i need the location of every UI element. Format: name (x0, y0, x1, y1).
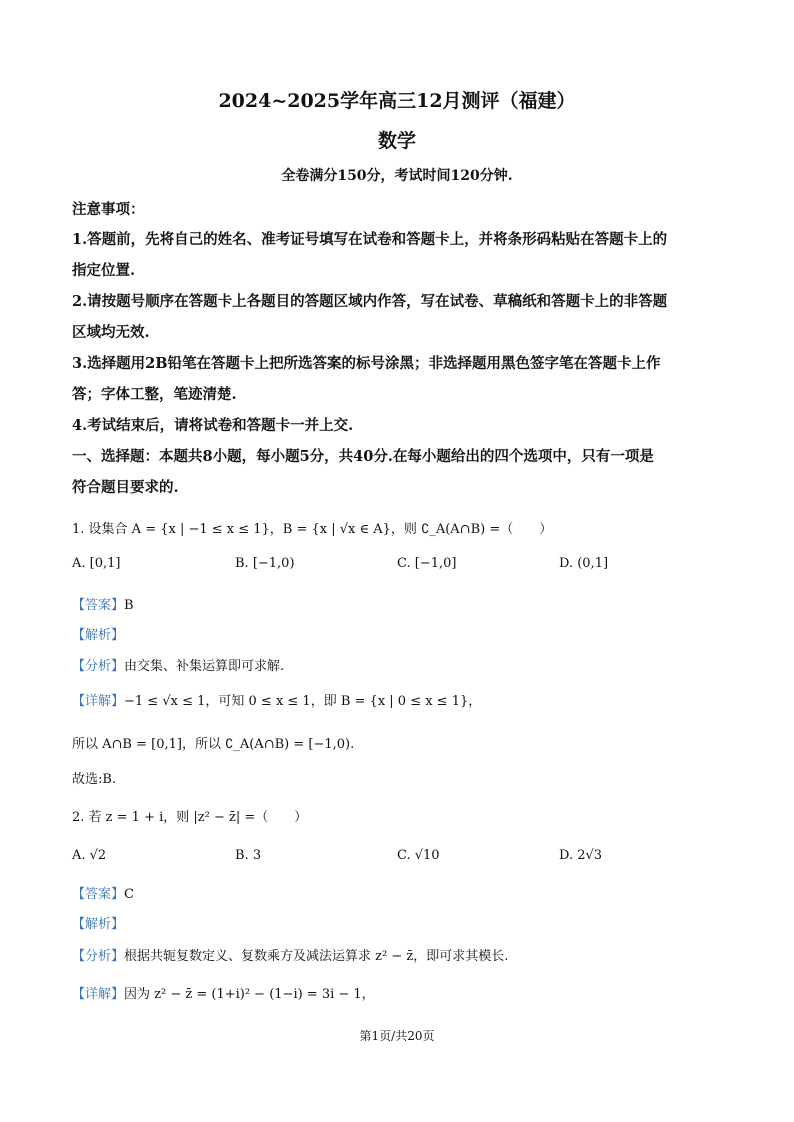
notice-line-2a: 2.请按题号顺序在答题卡上各题目的答题区域内作答，写在试卷、草稿纸和答题卡上的非答题 (72, 293, 668, 310)
exam-meta: 全卷满分150分，考试时间120分钟. (281, 168, 513, 184)
q2-option-b: B. 3 (235, 848, 262, 863)
q2-option-c: C. √10 (397, 848, 440, 863)
q1-analysis-heading (72, 624, 124, 643)
notice-line-2b: 区域均无效. (72, 324, 150, 341)
section-tag: 【解析】 (72, 917, 125, 932)
notice-heading: 注意事项： (72, 201, 145, 218)
notice-line-1b: 指定位置. (72, 262, 136, 279)
q1-choose: 故选:B. (72, 772, 117, 787)
q2-answer: 【答案】C (72, 887, 134, 902)
subject-title: 数学 (377, 130, 416, 152)
section-heading-line-1: 一、选择题：本题共8小题，每小题5分，共40分.在每小题给出的四个选项中，只有一项是 (72, 448, 654, 465)
notice-line-4: 4.考试结束后，请将试卷和答题卡一并上交. (72, 417, 354, 434)
q2-analysis-heading (72, 913, 124, 932)
q1-option-a: A. [0,1] (72, 556, 121, 571)
notice-line-3b: 答；字体工整，笔迹清楚. (72, 386, 237, 403)
q2-stem: 2. 若 z = 1 + i，则 |z² − z̄| =（ ） (72, 810, 308, 825)
section-tag: 【答案】 (72, 598, 125, 613)
page-footer: 第1页/共20页 (359, 1029, 435, 1043)
q2-fenxi: 【分析】根据共轭复数定义、复数乘方及减法运算求 z² − z̄，即可求其模长. (72, 949, 509, 964)
section-tag: 【详解】 (72, 987, 125, 1002)
q1-answer: 【答案】B (72, 598, 134, 613)
q1-detail-1: 【详解】−1 ≤ √x ≤ 1，可知 0 ≤ x ≤ 1，即 B = {x | 0 ≤ x ≤ 1}， (72, 694, 482, 709)
q2-option-d: D. 2√3 (559, 848, 603, 863)
section-tag: 【答案】 (72, 887, 125, 902)
q1-stem: 1. 设集合 A = {x | −1 ≤ x ≤ 1}，B = {x | √x ∈ A}，则 ∁_A(A∩B) =（ ） (72, 522, 553, 537)
q1-option-d: D. (0,1] (559, 556, 609, 571)
exam-title: 2024~2025学年高三12月测评（福建） (218, 90, 576, 112)
section-tag: 【详解】 (72, 694, 125, 709)
notice-line-3a: 3.选择题用2B铅笔在答题卡上把所选答案的标号涂黑；非选择题用黑色签字笔在答题卡上作 (72, 355, 661, 372)
section-heading-line-2: 符合题目要求的. (72, 479, 179, 496)
section-tag: 【分析】 (72, 949, 125, 964)
q1-option-c: C. [−1,0] (397, 556, 457, 571)
section-tag: 【分析】 (72, 659, 125, 674)
q1-fenxi: 【分析】由交集、补集运算即可求解. (72, 659, 285, 674)
q1-option-b: B. [−1,0) (235, 556, 295, 571)
q2-detail-1: 【详解】因为 z² − z̄ = (1+i)² − (1−i) = 3i − 1， (72, 987, 375, 1002)
q1-detail-2: 所以 A∩B = [0,1]，所以 ∁_A(A∩B) = [−1,0). (72, 737, 355, 752)
section-tag: 【解析】 (72, 628, 125, 643)
notice-line-1a: 1.答题前，先将自己的姓名、准考证号填写在试卷和答题卡上，并将条形码粘贴在答题卡上的 (72, 231, 668, 248)
q2-option-a: A. √2 (72, 848, 107, 863)
